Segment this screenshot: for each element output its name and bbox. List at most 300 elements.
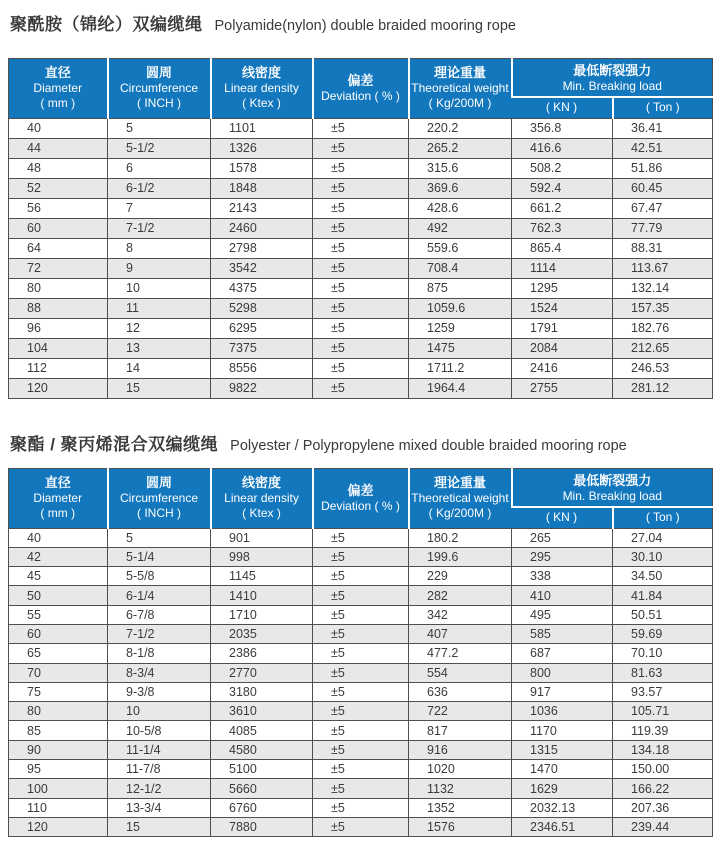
table-cell: 2416: [512, 358, 613, 378]
table-cell: 220.2: [409, 118, 512, 138]
table-cell: ±5: [313, 298, 409, 318]
table-row: [9, 682, 713, 701]
section-title-polyester: [10, 430, 712, 455]
table-cell: ±5: [313, 338, 409, 358]
table-cell: 410: [512, 586, 613, 605]
col-header-breaking-load: [512, 468, 713, 507]
table-cell: 2386: [211, 644, 313, 663]
table-cell: 1470: [512, 760, 613, 779]
table-cell: 15: [108, 817, 211, 836]
table-cell: 1020: [409, 760, 512, 779]
col-header-circumference-unit: ( INCH ): [137, 505, 181, 520]
col-header-breaking-load-cn: 最低断裂强力: [573, 63, 652, 78]
table-row: [9, 278, 713, 298]
table-cell: 229: [409, 567, 512, 586]
table-cell: 207.36: [613, 798, 713, 817]
table-cell: 11-7/8: [108, 760, 211, 779]
table-cell: ±5: [313, 605, 409, 624]
col-header-linear-density-unit: ( Ktex ): [242, 96, 281, 111]
table-cell: 42.51: [613, 138, 713, 158]
table-cell: 70: [9, 663, 108, 682]
table-cell: ±5: [313, 178, 409, 198]
table-cell: 708.4: [409, 258, 512, 278]
table-cell: 2346.51: [512, 817, 613, 836]
polyamide-spec-table: [8, 58, 713, 399]
table-cell: 8: [108, 238, 211, 258]
col-header-diameter-cn: 直径: [44, 474, 71, 490]
table-cell: 182.76: [613, 318, 713, 338]
table-cell: 120: [9, 817, 108, 836]
table-cell: 59.69: [613, 624, 713, 643]
table-cell: 661.2: [512, 198, 613, 218]
table-row: [9, 138, 713, 158]
col-header-diameter: [9, 59, 108, 119]
table-cell: 1578: [211, 158, 313, 178]
table-cell: 48: [9, 158, 108, 178]
table-cell: 342: [409, 605, 512, 624]
col-header-weight-en: Theoretical weight: [411, 81, 509, 96]
table-row: [9, 528, 713, 547]
col-header-weight-unit: ( Kg/200M ): [428, 505, 492, 520]
table-cell: 1629: [512, 779, 613, 798]
table-cell: 36.41: [613, 118, 713, 138]
col-header-circumference-en: Circumference: [119, 81, 199, 96]
table-header: [9, 59, 713, 119]
table-cell: ±5: [313, 358, 409, 378]
table-cell: 40: [9, 528, 108, 547]
col-header-deviation: [313, 468, 409, 528]
table-cell: 60.45: [613, 178, 713, 198]
table-cell: 1036: [512, 702, 613, 721]
table-cell: 1352: [409, 798, 512, 817]
table-cell: 13-3/4: [108, 798, 211, 817]
table-cell: 2798: [211, 238, 313, 258]
table-cell: 166.22: [613, 779, 713, 798]
table-cell: 2143: [211, 198, 313, 218]
section-title-polyamide: [10, 10, 712, 35]
table-cell: ±5: [313, 817, 409, 836]
table-cell: 592.4: [512, 178, 613, 198]
table-cell: 15: [108, 378, 211, 398]
table-cell: 901: [211, 528, 313, 547]
col-header-linear-density-cn: 线密度: [241, 64, 281, 80]
table-cell: 9-3/8: [108, 682, 211, 701]
table-header: [9, 468, 713, 528]
table-row: [9, 358, 713, 378]
table-cell: ±5: [313, 278, 409, 298]
table-cell: 11: [108, 298, 211, 318]
col-header-ton: [613, 97, 713, 118]
table-cell: 85: [9, 721, 108, 740]
table-cell: ±5: [313, 798, 409, 817]
table-cell: ±5: [313, 158, 409, 178]
table-row: [9, 158, 713, 178]
table-cell: 157.35: [613, 298, 713, 318]
table-cell: 428.6: [409, 198, 512, 218]
table-cell: 93.57: [613, 682, 713, 701]
table-cell: 88.31: [613, 238, 713, 258]
col-header-weight-cn: 理论重量: [433, 474, 486, 490]
table-cell: 2770: [211, 663, 313, 682]
table-cell: 119.39: [613, 721, 713, 740]
table-cell: ±5: [313, 118, 409, 138]
table-cell: 72: [9, 258, 108, 278]
table-cell: ±5: [313, 721, 409, 740]
table-cell: 77.79: [613, 218, 713, 238]
table-row: [9, 318, 713, 338]
col-header-breaking-load-cn: 最低断裂强力: [573, 472, 652, 488]
table-cell: 281.12: [613, 378, 713, 398]
col-header-weight-unit: ( Kg/200M ): [428, 96, 492, 111]
table-cell: 14: [108, 358, 211, 378]
col-header-circumference: [108, 468, 211, 528]
table-cell: 13: [108, 338, 211, 358]
table-cell: ±5: [313, 663, 409, 682]
table-cell: 5100: [211, 760, 313, 779]
table-cell: 30.10: [613, 547, 713, 566]
table-row: [9, 178, 713, 198]
table-cell: 44: [9, 138, 108, 158]
table-row: [9, 663, 713, 682]
table-cell: 80: [9, 278, 108, 298]
section-polyester: [8, 430, 712, 838]
table-row: [9, 338, 713, 358]
table-row: [9, 817, 713, 836]
table-cell: ±5: [313, 378, 409, 398]
table-cell: 636: [409, 682, 512, 701]
table-body: [9, 528, 713, 837]
table-cell: 1848: [211, 178, 313, 198]
table-cell: 7: [108, 198, 211, 218]
table-body: [9, 118, 713, 398]
table-row: [9, 198, 713, 218]
col-header-breaking-load-en: Min. Breaking load: [562, 79, 662, 94]
table-cell: 1791: [512, 318, 613, 338]
table-cell: ±5: [313, 586, 409, 605]
table-cell: 1259: [409, 318, 512, 338]
col-header-linear-density: [211, 59, 313, 119]
table-cell: 5298: [211, 298, 313, 318]
table-row: [9, 586, 713, 605]
table-cell: ±5: [313, 740, 409, 759]
table-cell: 295: [512, 547, 613, 566]
table-cell: 8-3/4: [108, 663, 211, 682]
table-cell: 65: [9, 644, 108, 663]
table-row: [9, 798, 713, 817]
table-cell: 40: [9, 118, 108, 138]
col-header-diameter: [9, 468, 108, 528]
table-cell: ±5: [313, 547, 409, 566]
table-row: [9, 567, 713, 586]
table-cell: 100: [9, 779, 108, 798]
polyester-spec-table: [8, 468, 713, 838]
table-cell: 800: [512, 663, 613, 682]
col-header-weight-cn: 理论重量: [433, 64, 486, 80]
col-header-linear-density-en: Linear density: [224, 81, 299, 96]
table-row: [9, 624, 713, 643]
table-cell: 60: [9, 624, 108, 643]
table-cell: 70.10: [613, 644, 713, 663]
table-cell: 104: [9, 338, 108, 358]
table-row: [9, 118, 713, 138]
table-row: [9, 298, 713, 318]
table-cell: 508.2: [512, 158, 613, 178]
table-cell: 239.44: [613, 817, 713, 836]
table-cell: 5-1/2: [108, 138, 211, 158]
col-header-kn: [512, 97, 613, 118]
table-cell: 2755: [512, 378, 613, 398]
table-cell: 554: [409, 663, 512, 682]
table-cell: 865.4: [512, 238, 613, 258]
table-cell: 1145: [211, 567, 313, 586]
table-cell: 81.63: [613, 663, 713, 682]
table-cell: 265: [512, 528, 613, 547]
table-cell: 5: [108, 528, 211, 547]
table-cell: 687: [512, 644, 613, 663]
table-cell: 5660: [211, 779, 313, 798]
table-cell: 3610: [211, 702, 313, 721]
col-header-deviation-cn: 偏差: [347, 482, 374, 498]
table-cell: ±5: [313, 624, 409, 643]
table-cell: 4085: [211, 721, 313, 740]
table-cell: 875: [409, 278, 512, 298]
table-cell: 132.14: [613, 278, 713, 298]
table-cell: 52: [9, 178, 108, 198]
table-cell: 10: [108, 702, 211, 721]
table-cell: 27.04: [613, 528, 713, 547]
table-cell: 180.2: [409, 528, 512, 547]
table-cell: 585: [512, 624, 613, 643]
table-cell: 407: [409, 624, 512, 643]
col-header-diameter-en: Diameter: [33, 490, 83, 505]
col-header-linear-density-en: Linear density: [224, 490, 299, 505]
table-cell: 2035: [211, 624, 313, 643]
col-header-breaking-load: [512, 59, 713, 98]
table-row: [9, 760, 713, 779]
table-cell: 41.84: [613, 586, 713, 605]
table-cell: 6-1/2: [108, 178, 211, 198]
table-cell: 1295: [512, 278, 613, 298]
table-cell: 5-1/4: [108, 547, 211, 566]
table-cell: 4375: [211, 278, 313, 298]
table-row: [9, 779, 713, 798]
table-row: [9, 644, 713, 663]
table-cell: 1315: [512, 740, 613, 759]
col-header-ton-label: ( Ton ): [645, 100, 680, 115]
table-cell: 112: [9, 358, 108, 378]
table-cell: ±5: [313, 760, 409, 779]
table-cell: 42: [9, 547, 108, 566]
col-header-deviation-en: Deviation ( % ): [321, 498, 400, 513]
table-cell: ±5: [313, 218, 409, 238]
table-row: [9, 547, 713, 566]
table-row: [9, 702, 713, 721]
table-row: [9, 218, 713, 238]
table-cell: 722: [409, 702, 512, 721]
table-cell: 356.8: [512, 118, 613, 138]
table-cell: 4580: [211, 740, 313, 759]
table-cell: 10: [108, 278, 211, 298]
col-header-linear-density-unit: ( Ktex ): [242, 505, 281, 520]
table-cell: 134.18: [613, 740, 713, 759]
table-cell: 64: [9, 238, 108, 258]
col-header-breaking-load-en: Min. Breaking load: [562, 489, 662, 503]
col-header-weight: [409, 59, 512, 119]
table-cell: 9822: [211, 378, 313, 398]
col-header-ton: [613, 507, 713, 528]
table-cell: 96: [9, 318, 108, 338]
table-cell: 212.65: [613, 338, 713, 358]
table-cell: 8-1/8: [108, 644, 211, 663]
table-cell: 3180: [211, 682, 313, 701]
table-cell: 338: [512, 567, 613, 586]
table-cell: 1101: [211, 118, 313, 138]
col-header-circumference: [108, 59, 211, 119]
table-cell: 369.6: [409, 178, 512, 198]
table-cell: 1710: [211, 605, 313, 624]
table-cell: 2084: [512, 338, 613, 358]
table-cell: 90: [9, 740, 108, 759]
table-cell: 50.51: [613, 605, 713, 624]
col-header-weight-en: Theoretical weight: [411, 490, 509, 505]
table-row: [9, 740, 713, 759]
table-cell: 8556: [211, 358, 313, 378]
table-cell: 6: [108, 158, 211, 178]
table-cell: ±5: [313, 682, 409, 701]
col-header-diameter-unit: ( mm ): [40, 96, 76, 111]
table-cell: 6-1/4: [108, 586, 211, 605]
table-cell: 762.3: [512, 218, 613, 238]
table-row: [9, 605, 713, 624]
table-cell: 150.00: [613, 760, 713, 779]
table-cell: 12: [108, 318, 211, 338]
table-cell: ±5: [313, 567, 409, 586]
col-header-circumference-en: Circumference: [119, 490, 199, 505]
table-cell: 1576: [409, 817, 512, 836]
col-header-circumference-unit: ( INCH ): [137, 96, 181, 111]
table-row: [9, 238, 713, 258]
table-cell: 88: [9, 298, 108, 318]
section-title-cn: 聚酯 / 聚丙烯混合双编缆绳: [10, 434, 219, 454]
table-cell: ±5: [313, 779, 409, 798]
table-cell: ±5: [313, 318, 409, 338]
table-cell: 6-7/8: [108, 605, 211, 624]
table-cell: 55: [9, 605, 108, 624]
col-header-deviation-cn: 偏差: [347, 72, 374, 88]
table-cell: 1170: [512, 721, 613, 740]
table-cell: 7375: [211, 338, 313, 358]
table-cell: 282: [409, 586, 512, 605]
col-header-circumference-cn: 圆周: [145, 474, 172, 490]
table-cell: 120: [9, 378, 108, 398]
table-cell: 1326: [211, 138, 313, 158]
table-cell: 199.6: [409, 547, 512, 566]
table-cell: 416.6: [512, 138, 613, 158]
col-header-kn-label: ( KN ): [545, 100, 578, 115]
table-cell: 11-1/4: [108, 740, 211, 759]
table-cell: 105.71: [613, 702, 713, 721]
table-cell: 56: [9, 198, 108, 218]
col-header-diameter-cn: 直径: [44, 64, 71, 80]
table-cell: ±5: [313, 702, 409, 721]
table-cell: 80: [9, 702, 108, 721]
table-cell: ±5: [313, 528, 409, 547]
table-cell: 1059.6: [409, 298, 512, 318]
table-cell: 315.6: [409, 158, 512, 178]
section-title-en: Polyamide(nylon) double braided mooring rope: [214, 18, 516, 34]
table-cell: 1964.4: [409, 378, 512, 398]
table-cell: 6295: [211, 318, 313, 338]
table-cell: 10-5/8: [108, 721, 211, 740]
table-cell: 495: [512, 605, 613, 624]
table-cell: 12-1/2: [108, 779, 211, 798]
table-cell: 113.67: [613, 258, 713, 278]
table-cell: 1132: [409, 779, 512, 798]
table-cell: 1475: [409, 338, 512, 358]
table-cell: 917: [512, 682, 613, 701]
table-cell: ±5: [313, 644, 409, 663]
table-cell: 559.6: [409, 238, 512, 258]
table-cell: 51.86: [613, 158, 713, 178]
col-header-deviation-en: Deviation ( % ): [321, 89, 400, 103]
table-cell: 3542: [211, 258, 313, 278]
col-header-diameter-unit: ( mm ): [40, 505, 76, 520]
table-cell: 34.50: [613, 567, 713, 586]
table-cell: 6760: [211, 798, 313, 817]
table-cell: 75: [9, 682, 108, 701]
table-cell: 50: [9, 586, 108, 605]
table-cell: 45: [9, 567, 108, 586]
table-cell: 1410: [211, 586, 313, 605]
table-cell: 60: [9, 218, 108, 238]
col-header-linear-density-cn: 线密度: [241, 474, 281, 490]
table-cell: 817: [409, 721, 512, 740]
col-header-linear-density: [211, 468, 313, 528]
section-title-en: Polyester / Polypropylene mixed double braided mooring rope: [230, 437, 627, 454]
table-cell: ±5: [313, 198, 409, 218]
table-cell: 916: [409, 740, 512, 759]
table-cell: 9: [108, 258, 211, 278]
table-cell: ±5: [313, 258, 409, 278]
col-header-weight: [409, 468, 512, 528]
table-cell: 7880: [211, 817, 313, 836]
table-cell: ±5: [313, 138, 409, 158]
col-header-kn: [512, 507, 613, 528]
table-cell: 7-1/2: [108, 218, 211, 238]
table-row: [9, 258, 713, 278]
table-cell: 1711.2: [409, 358, 512, 378]
table-cell: 5-5/8: [108, 567, 211, 586]
table-cell: 2460: [211, 218, 313, 238]
col-header-deviation: [313, 59, 409, 119]
col-header-kn-label: ( KN ): [545, 509, 578, 524]
table-cell: 110: [9, 798, 108, 817]
table-cell: 2032.13: [512, 798, 613, 817]
table-cell: 95: [9, 760, 108, 779]
table-cell: 998: [211, 547, 313, 566]
col-header-diameter-en: Diameter: [33, 81, 83, 96]
table-cell: 246.53: [613, 358, 713, 378]
table-cell: ±5: [313, 238, 409, 258]
table-cell: 477.2: [409, 644, 512, 663]
col-header-ton-label: ( Ton ): [645, 509, 680, 524]
table-cell: 7-1/2: [108, 624, 211, 643]
table-cell: 265.2: [409, 138, 512, 158]
col-header-circumference-cn: 圆周: [145, 64, 172, 80]
table-cell: 67.47: [613, 198, 713, 218]
table-row: [9, 378, 713, 398]
table-cell: 5: [108, 118, 211, 138]
